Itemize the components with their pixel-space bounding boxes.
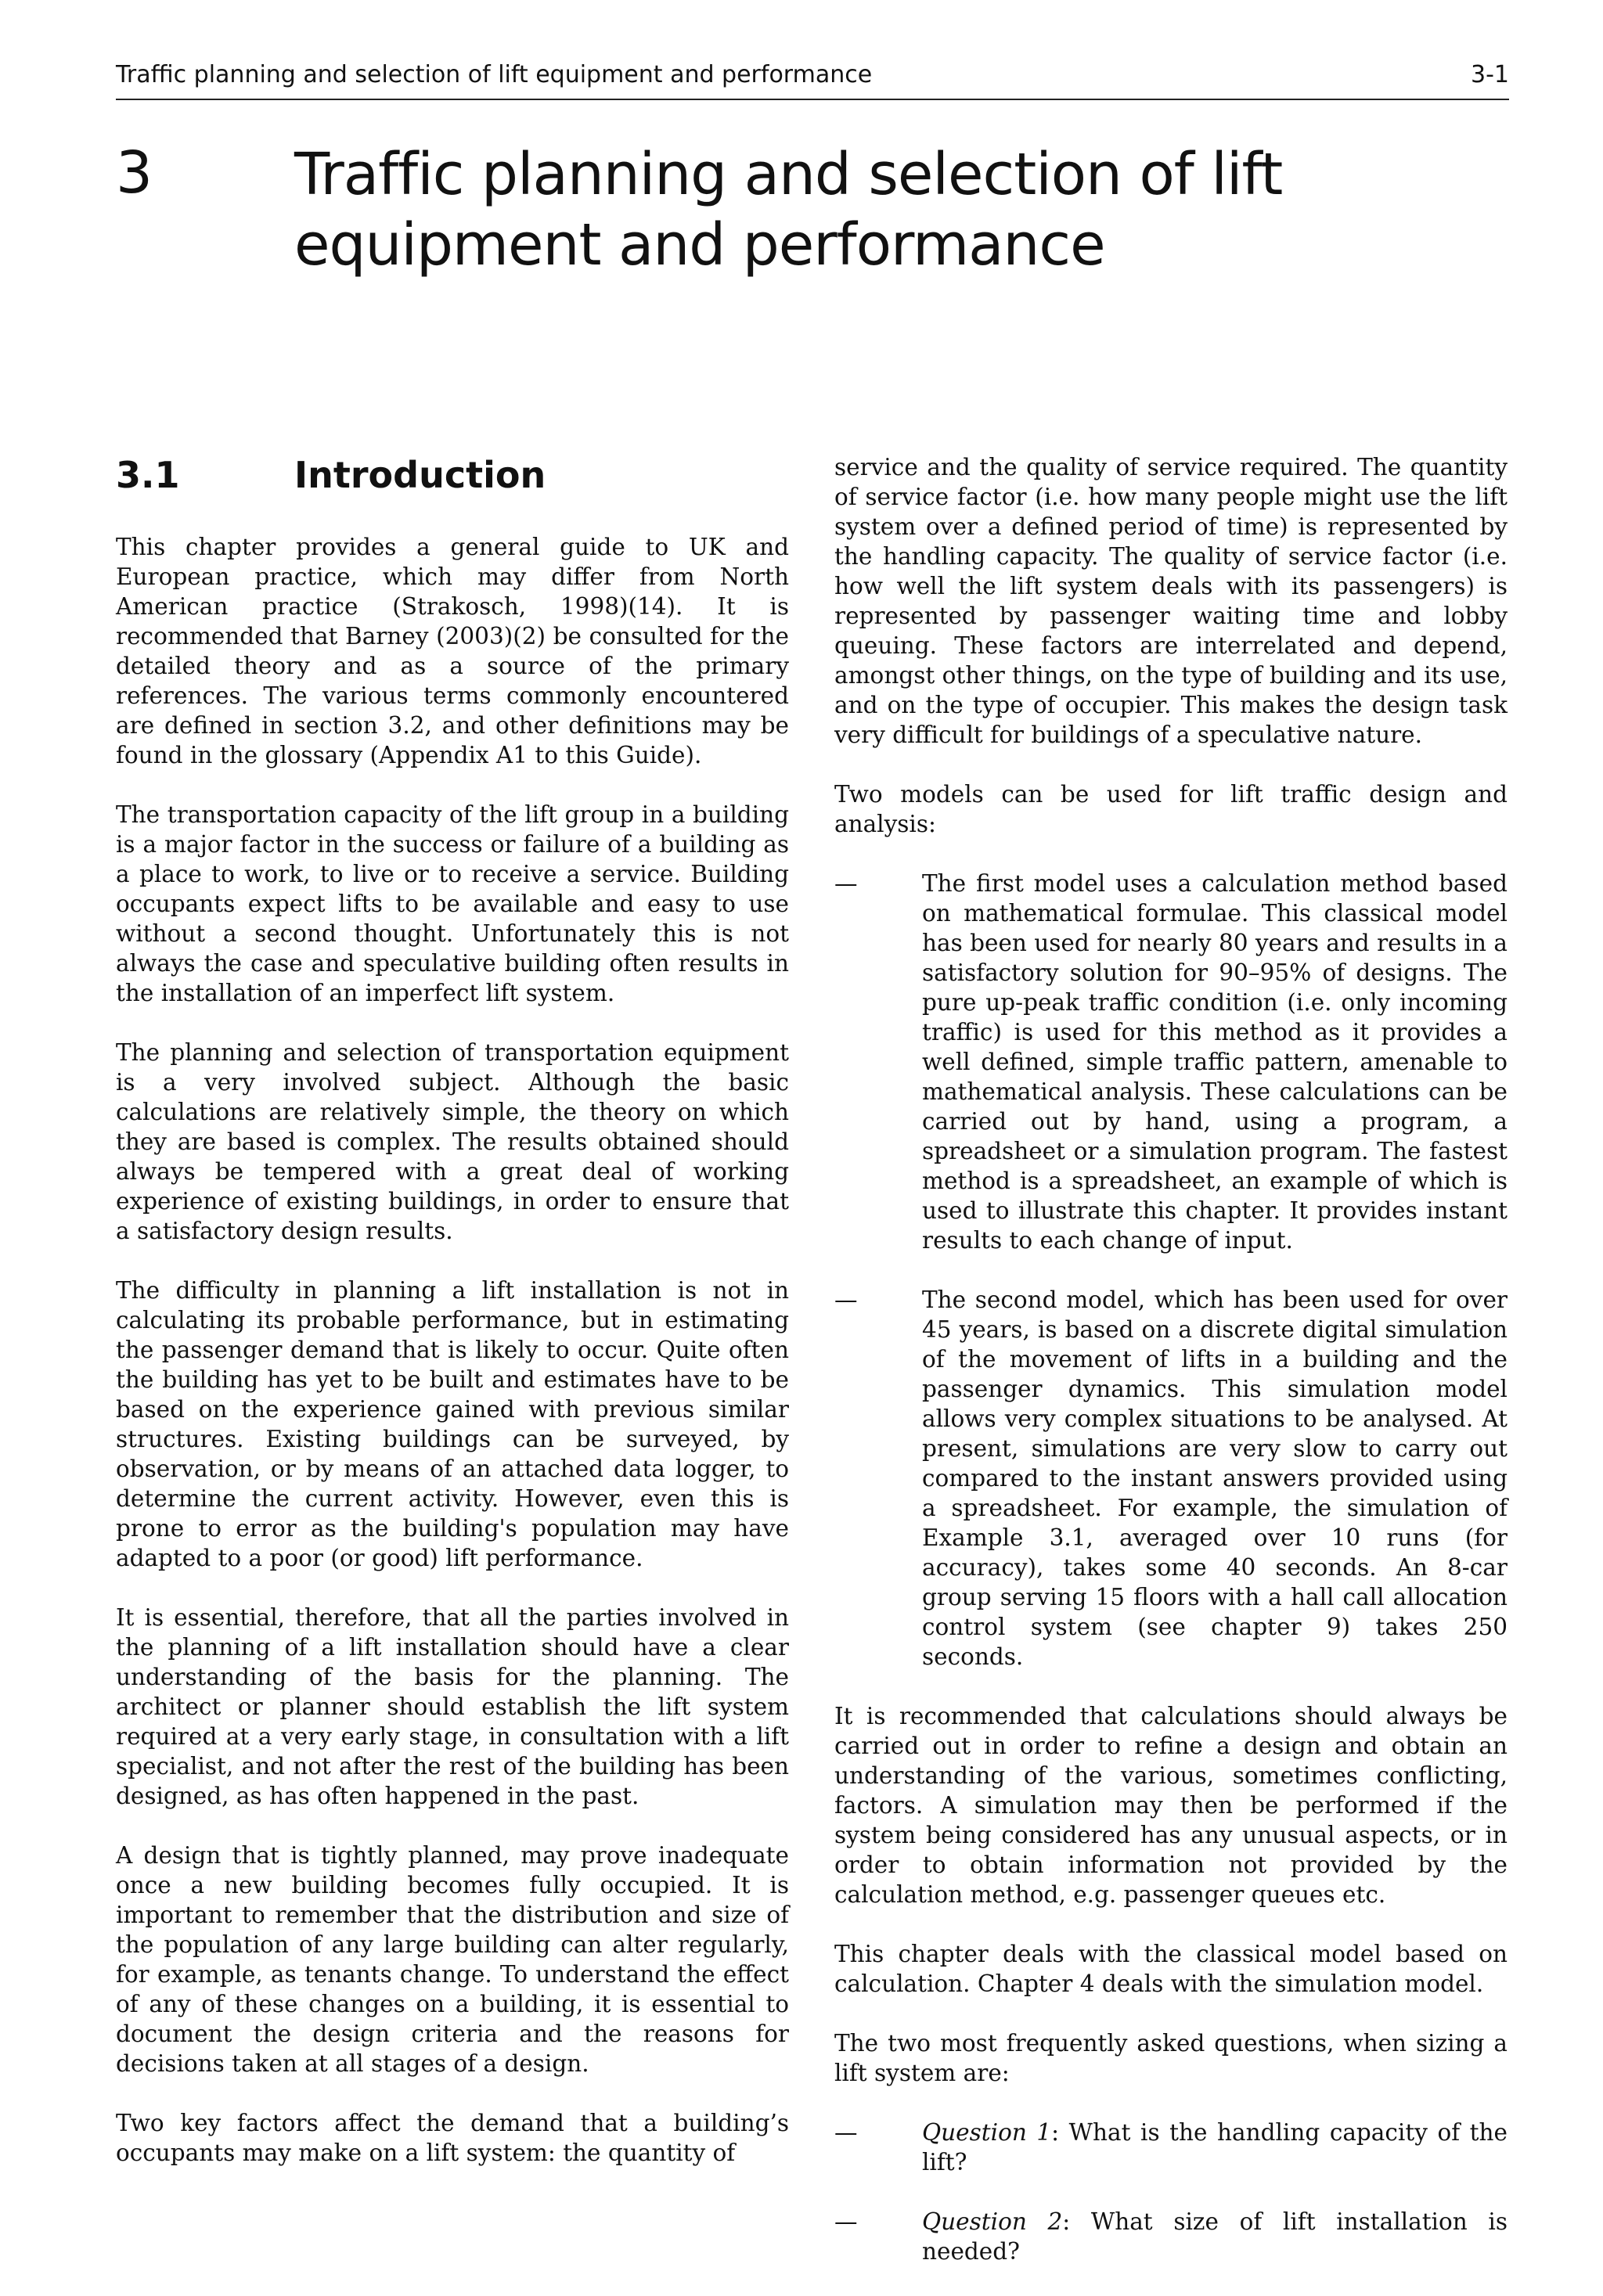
running-header-title: Traffic planning and selection of lift equipment and performance: [116, 61, 873, 88]
question-label: Question 2: [922, 2208, 1063, 2235]
list-item-text: The first model uses a calculation method based on mathematical formulae. This classical model has been used for nearly 80 years and results in a satisfactory solution for 90–95% of designs. The pure up-peak traffic condition (i.e. only incoming traffic) is used for this method as it provides a well defined, simple traffic pattern, amenable to mathematical analysis. These calculations can be carried out by hand, using a program, a spreadsheet or a simulation program. The fastest method is a spreadsheet, an example of which is used to illustrate this chapter. It provides instant results to each change of input.: [922, 870, 1508, 1254]
paragraph: The planning and selection of transportation equipment is a very involved subject. Although the basic calculations are relatively simple, the theory on which they are based is complex. The results obtained should always be tempered with a great deal of working experience of existing buildings, in order to ensure that a satisfactory design results.: [116, 1039, 789, 1244]
section-number: 3.1: [116, 454, 180, 496]
question-item: [834, 2118, 1508, 2177]
dash-bullet: —: [834, 870, 858, 897]
chapter-number: 3: [116, 139, 153, 207]
question-text: : What is the handling capacity of the lift?: [922, 2119, 1508, 2175]
paragraph: This chapter provides a general guide to UK and European practice, which may differ from North American practice (Strakosch, 1998)(14). It is recommended that Barney (2003)(2) be consulted for the detailed theory and as a source of the primary references. The various terms commonly encountered are defined in section 3.2, and other definitions may be found in the glossary (Appendix A1 to this Guide).: [116, 534, 789, 768]
paragraph: The two most frequently asked questions, when sizing a lift system are:: [834, 2030, 1508, 2086]
list-item: [834, 1285, 1508, 1672]
dash-bullet: —: [834, 2208, 858, 2235]
chapter-title: Traffic planning and selection of lift equipment and performance: [294, 141, 1283, 279]
dash-bullet: —: [834, 2119, 858, 2146]
left-column: [116, 448, 789, 2197]
paragraph: The difficulty in planning a lift installation is not in calculating its probable performance, but in estimating the passenger demand that is likely to occur. Quite often the building has yet to be built and estimates have to be based on the experience gained with previous similar structures. Existing buildings can be surveyed, by observation, or by means of an attached data logger, to determine the current activity. However, even this is prone to error as the building's population may have adapted to a poor (or good) lift performance.: [116, 1277, 789, 1571]
question-item: [834, 2207, 1508, 2266]
paragraph: A design that is tightly planned, may prove inadequate once a new building becomes fully occupied. It is important to remember that the distribution and size of the population of any large building can alter regularly, for example, as tenants change. To understand the effect of any of these changes on a building, it is essential to document the design criteria and the reasons for decisions taken at all stages of a design.: [116, 1842, 789, 2077]
dash-bullet: —: [834, 1287, 858, 1313]
right-column: [834, 452, 1508, 2296]
question-label: Question 1: [922, 2119, 1052, 2146]
paragraph: service and the quality of service required. The quantity of service factor (i.e. how many people might use the lift system over a defined period of time) is represented by the handling capacity. The quality of service factor (i.e. how well the lift system deals with its passengers) is represented by passenger waiting time and lobby queuing. These factors are interrelated and depend, amongst other things, on the type of building and its use, and on the type of occupier. This makes the design task very difficult for buildings of a speculative nature.: [834, 454, 1508, 748]
paragraph: It is essential, therefore, that all the parties involved in the planning of a lift installation should have a clear understanding of the basis for the planning. The architect or planner should establish the lift system required at a very early stage, in consultation with a lift specialist, and not after the rest of the building has been designed, as has often happened in the past.: [116, 1604, 789, 1809]
list-item-text: The second model, which has been used for over 45 years, is based on a discrete digital simulation of the movement of lifts in a building and the passenger dynamics. This simulation model allows very complex situations to be analysed. At present, simulations are very slow to carry out compared to the instant answers provided using a spreadsheet. For example, the simulation of Example 3.1, averaged over 10 runs (for accuracy), takes some 40 seconds. An 8-car group serving 15 floors with a hall call allocation control system (see chapter 9) takes 250 seconds.: [922, 1287, 1508, 1670]
page-number: 3-1: [1471, 61, 1509, 88]
list-item: [834, 869, 1508, 1255]
section-heading: [116, 448, 789, 502]
question-text: : What size of lift installation is needed?: [922, 2208, 1508, 2265]
paragraph: Two models can be used for lift traffic design and analysis:: [834, 781, 1508, 837]
paragraph: This chapter deals with the classical model based on calculation. Chapter 4 deals with the simulation model.: [834, 1941, 1508, 1997]
paragraph: Two key factors affect the demand that a building’s occupants may make on a lift system: the quantity of: [116, 2110, 789, 2166]
section-title: Introduction: [294, 454, 546, 496]
running-header: [116, 58, 1509, 100]
paragraph: The transportation capacity of the lift group in a building is a major factor in the success or failure of a building as a place to work, to live or to receive a service. Building occupants expect lifts to be available and easy to use without a second thought. Unfortunately this is not always the case and speculative building often results in the installation of an imperfect lift system.: [116, 801, 789, 1006]
paragraph: It is recommended that calculations should always be carried out in order to refine a design and obtain an understanding of the various, sometimes conflicting, factors. A simulation may then be performed if the system being considered has any unusual aspects, or in order to obtain information not provided by the calculation method, e.g. passenger queues etc.: [834, 1703, 1508, 1908]
